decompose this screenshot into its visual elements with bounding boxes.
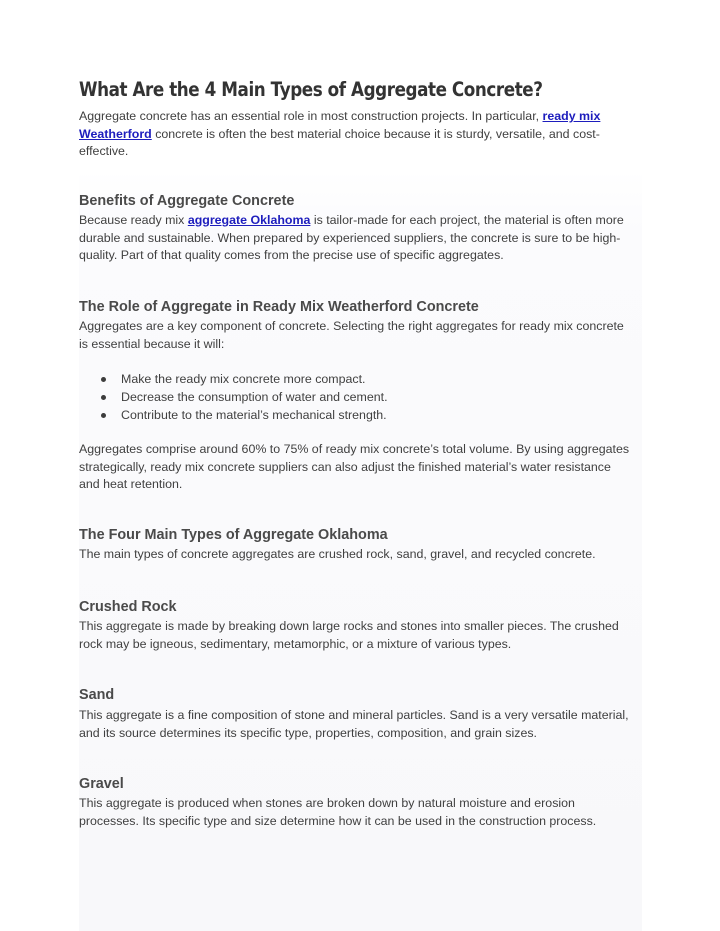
aggregate-oklahoma-link[interactable]: aggregate Oklahoma (187, 213, 311, 227)
intro-text-after: concrete is often the best material choice because it is sturdy, versatile, and cost-effective. (79, 126, 600, 158)
sand-heading: Sand (79, 687, 115, 703)
benefits-heading: Benefits of Aggregate Concrete (79, 193, 295, 209)
list-item (79, 389, 619, 407)
benefits-text-before: Because ready mix (79, 213, 188, 227)
role-paragraph-2: Aggregates comprise around 60% to 75% of ready mix concrete’s total volume. By using aggregates strategically, ready mix concrete suppliers can also adjust the finished material’s water resistance and heat retention. (79, 442, 630, 491)
page-title: What Are the 4 Main Types of Aggregate Concrete? (79, 78, 543, 101)
bullet-dot-icon (101, 413, 106, 418)
bullet-text: Contribute to the material’s mechanical strength. (121, 407, 387, 422)
gravel-heading: Gravel (79, 776, 124, 792)
bullet-dot-icon (101, 395, 106, 400)
benefits-paragraph (79, 212, 634, 265)
crushed-rock-heading: Crushed Rock (79, 599, 177, 615)
bullet-text: Make the ready mix concrete more compact. (121, 372, 366, 386)
four-types-heading: The Four Main Types of Aggregate Oklahoma (79, 527, 388, 543)
intro-text-before: Aggregate concrete has an essential role in most construction projects. In particular, (79, 109, 543, 123)
four-types-paragraph: The main types of concrete aggregates are crushed rock, sand, gravel, and recycled concrete. (79, 547, 596, 561)
role-heading: The Role of Aggregate in Ready Mix Weatherford Concrete (79, 299, 479, 315)
benefits-text-after: is tailor-made for each project, the material is often more durable and sustainable. When prepared by experienced suppliers, the concrete is sure to be high-quality. Part of that quality comes from the precise use of specific aggregates. (79, 213, 624, 262)
bullet-dot-icon (101, 377, 106, 382)
intro-paragraph (79, 108, 634, 161)
gravel-paragraph: This aggregate is produced when stones are broken down by natural moisture and erosion processes. Its specific type and size determine how it can be used in the construction process. (79, 796, 597, 828)
bullet-text: Decrease the consumption of water and cement. (121, 389, 388, 404)
role-paragraph: Aggregates are a key component of concrete. Selecting the right aggregates for ready mix concrete is essential because it will: (79, 319, 624, 351)
crushed-rock-paragraph: This aggregate is made by breaking down large rocks and stones into smaller pieces. The crushed rock may be igneous, sedimentary, metamorphic, or a mixture of various types. (79, 619, 619, 651)
role-bullet-list (79, 371, 619, 424)
ready-mix-weatherford-link[interactable]: ready mix Weatherford (79, 109, 601, 141)
list-item (79, 371, 619, 389)
list-item (79, 407, 619, 425)
sand-paragraph: This aggregate is a fine composition of stone and mineral particles. Sand is a very versatile material, and its source determines its specific type, properties, composition, and grain sizes. (79, 708, 629, 740)
